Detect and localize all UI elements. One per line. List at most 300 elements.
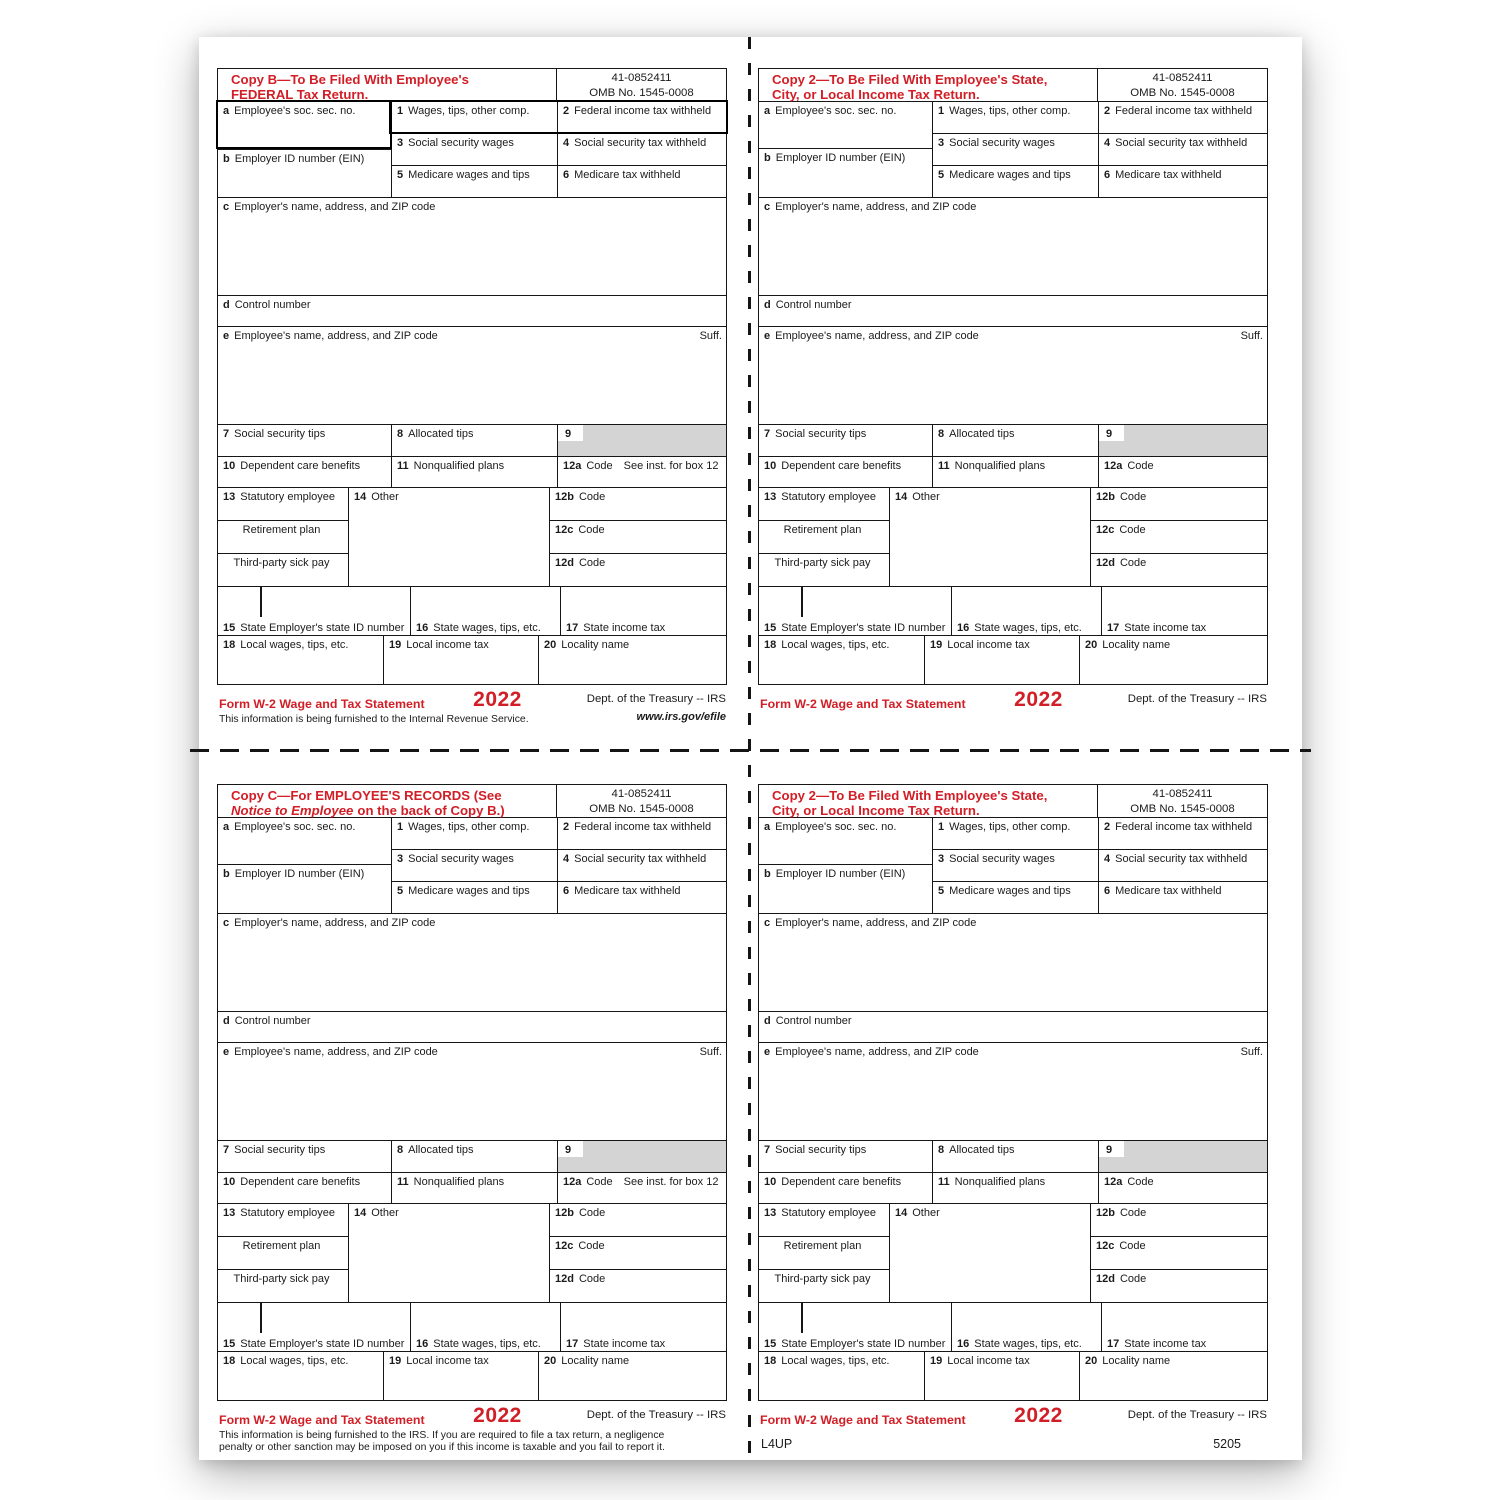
box-label: Employer's name, address, and ZIP code: [775, 200, 977, 213]
box-9-shading: [1099, 1141, 1267, 1172]
suffix-label: Suff.: [1240, 1045, 1263, 1058]
box-label: Nonqualified plans: [413, 459, 505, 472]
box-13-statutory: 13 Statutory employee: [218, 1204, 348, 1237]
box-label: See inst. for box 12: [623, 1175, 719, 1188]
box-label: Federal income tax withheld: [1115, 820, 1253, 833]
box-15: 15 State Employer's state ID number: [759, 587, 951, 635]
box-label: Other: [371, 490, 399, 503]
box-label: Allocated tips: [949, 1143, 1015, 1156]
box-7: 7 Social security tips: [223, 427, 326, 440]
tax-year: 2022: [473, 1404, 522, 1427]
box-label: Employee's name, address, and ZIP code: [775, 1045, 979, 1058]
box-18: 18 Local wages, tips, etc.: [223, 1354, 349, 1367]
box-6: 6 Medicare tax withheld: [1104, 168, 1222, 181]
box-9: [557, 1141, 726, 1172]
box-label: Federal income tax withheld: [1115, 104, 1253, 117]
copy-title-line2: on the back of Copy B.): [357, 803, 505, 819]
box-12d: 12d Code: [1096, 1272, 1147, 1285]
box-label: Social security tips: [234, 427, 326, 440]
box-label: Employer's name, address, and ZIP code: [775, 916, 977, 929]
box-20: 20 Locality name: [1079, 1352, 1267, 1400]
box-9-shading: [558, 1141, 726, 1172]
box-label: Employee's soc. sec. no.: [234, 820, 356, 833]
box-2: 2 Federal income tax withheld: [558, 102, 726, 134]
suffix-label: Suff.: [699, 1045, 722, 1058]
box-e: e Employee's name, address, and ZIP code Suff.: [759, 327, 1267, 425]
box-label: Social security wages: [949, 852, 1055, 865]
form-copy-c: [217, 784, 727, 1462]
box-8: 8 Allocated tips: [932, 1141, 1098, 1172]
copy-title-line1: Copy 2—To Be Filed With Employee's State,: [772, 788, 1048, 803]
box-label: Third-party sick pay: [233, 1272, 330, 1285]
box-e: e Employee's name, address, and ZIP code Suff.: [759, 1043, 1267, 1141]
boxes-7-8-9: [759, 1141, 1267, 1173]
box-3: 3 Social security wages: [933, 850, 1098, 882]
form-header: [759, 785, 1267, 818]
box-13-sickpay: [759, 554, 889, 584]
box-4: 4 Social security tax withheld: [1099, 134, 1267, 166]
box-label: Locality name: [1102, 638, 1171, 651]
box-label: Code: [586, 1175, 613, 1188]
box-label: Social security wages: [408, 852, 514, 865]
boxes-a-to-6: [218, 102, 726, 198]
box-11: 11 Nonqualified plans: [932, 1173, 1098, 1203]
box-16: 16 State wages, tips, etc.: [410, 587, 560, 635]
box-label: Code: [578, 490, 606, 503]
box-label: Nonqualified plans: [954, 1175, 1046, 1188]
box-c: c Employer's name, address, and ZIP code: [759, 914, 1267, 1012]
box-label: State Employer's state ID number: [781, 1337, 946, 1350]
boxes-a-to-6: [759, 818, 1267, 914]
box-7: 7 Social security tips: [764, 1143, 867, 1156]
ein-number: 41-0852411: [611, 788, 672, 800]
box-8: 8 Allocated tips: [391, 425, 557, 456]
copy-title-italic: Notice to Employee: [231, 803, 354, 819]
box-11: 11 Nonqualified plans: [391, 457, 557, 487]
boxes-15-16-17: [218, 587, 726, 636]
box-label: Employer ID number (EIN): [234, 152, 365, 165]
treasury-label: Dept. of the Treasury -- IRS: [586, 1409, 726, 1421]
form-footer: [217, 1404, 727, 1462]
box-label: Wages, tips, other comp.: [949, 820, 1071, 833]
copy-title: [759, 785, 1097, 817]
box-label: See inst. for box 12: [623, 459, 719, 472]
box-label: Local wages, tips, etc.: [781, 638, 890, 651]
box-9-shading: [1099, 425, 1267, 456]
box-12c: 12c Code: [1091, 1237, 1267, 1270]
box-label: Code: [1119, 1206, 1147, 1219]
box-label: Allocated tips: [408, 1143, 474, 1156]
box-12a: 12a Code: [1098, 1173, 1267, 1203]
box-label: Control number: [234, 298, 311, 311]
box-7: 7 Social security tips: [764, 427, 867, 440]
header-ids: [556, 69, 726, 101]
box-12c: 12c Code: [550, 521, 726, 554]
box-11: 11 Nonqualified plans: [932, 457, 1098, 487]
box-label: Medicare tax withheld: [1115, 884, 1222, 897]
box-label: Third-party sick pay: [233, 556, 330, 569]
box-label: Medicare tax withheld: [574, 168, 681, 181]
box-10: 10 Dependent care benefits: [223, 1175, 361, 1188]
copy-title-line1: Copy 2—To Be Filed With Employee's State,: [772, 72, 1048, 87]
box-label: Code: [578, 556, 606, 569]
box-label: Local income tax: [947, 1354, 1030, 1367]
box-4: 4 Social security tax withheld: [558, 850, 726, 882]
box-13-statutory: 13 Statutory employee: [218, 488, 348, 521]
box-12c: 12c Code: [1091, 521, 1267, 554]
box-label: Code: [1119, 556, 1147, 569]
box-16: 16 State wages, tips, etc.: [951, 1303, 1101, 1351]
boxes-10-11-12a: [218, 457, 726, 488]
box-label: Wages, tips, other comp.: [408, 820, 530, 833]
boxes-10-11-12a: [759, 1173, 1267, 1204]
box-label: State income tax: [1124, 621, 1207, 634]
box-label: Employer's name, address, and ZIP code: [234, 200, 436, 213]
box-9: [1098, 1141, 1267, 1172]
box-label: Social security wages: [408, 136, 514, 149]
copy-title-line2: City, or Local Income Tax Return.: [772, 803, 980, 819]
box-12b: 12b Code: [550, 488, 726, 521]
box-label: Control number: [234, 1014, 311, 1027]
form-header: [218, 69, 726, 102]
form-name: Form W-2 Wage and Tax Statement: [760, 1413, 966, 1427]
box-label: Employee's soc. sec. no.: [775, 820, 897, 833]
form-copy-b: [217, 68, 727, 746]
box-14: 14 Other: [889, 1204, 1090, 1302]
box-e: e Employee's name, address, and ZIP code Suff.: [218, 327, 726, 425]
box-17: 17 State income tax: [1101, 587, 1267, 635]
box-label: Medicare wages and tips: [408, 884, 530, 897]
boxes-18-19-20: [759, 636, 1267, 684]
box-label: Local income tax: [947, 638, 1030, 651]
box-label: Employee's name, address, and ZIP code: [234, 1045, 438, 1058]
horizontal-perforation-dashes: [190, 749, 1311, 752]
box-d: d Control number: [218, 1012, 726, 1043]
state-divider: [801, 1303, 803, 1333]
form-copy-2-top: [758, 68, 1268, 746]
box-label: Third-party sick pay: [774, 1272, 871, 1285]
box-label: Other: [912, 1206, 940, 1219]
copy-title-line2: City, or Local Income Tax Return.: [772, 87, 980, 103]
box-a: a Employee's soc. sec. no.: [223, 104, 356, 117]
box-label: Code: [1119, 490, 1147, 503]
box-10: 10 Dependent care benefits: [223, 459, 361, 472]
box-12a: 12a Code See inst. for box 12: [557, 1173, 726, 1203]
boxes-13-14-12bcd: [218, 1204, 726, 1303]
box-label: Employee's name, address, and ZIP code: [234, 329, 438, 342]
box-label: Federal income tax withheld: [574, 104, 712, 117]
box-13-retirement: [218, 521, 348, 554]
copy-title-line2: FEDERAL Tax Return.: [231, 87, 369, 103]
box-label: Wages, tips, other comp.: [408, 104, 530, 117]
boxes-15-16-17: [218, 1303, 726, 1352]
tax-year: 2022: [1014, 688, 1063, 711]
box-14: 14 Other: [889, 488, 1090, 586]
box-13-retirement: [218, 1237, 348, 1270]
suffix-label: Suff.: [699, 329, 722, 342]
boxes-18-19-20: [218, 1352, 726, 1400]
copy-title: [218, 69, 556, 101]
omb-number: OMB No. 1545-0008: [1130, 802, 1235, 815]
box-label: State Employer's state ID number: [240, 621, 405, 634]
box-label: Retirement plan: [242, 523, 321, 536]
box-10: 10 Dependent care benefits: [764, 1175, 902, 1188]
box-label: Wages, tips, other comp.: [949, 104, 1071, 117]
box-label: Employer ID number (EIN): [775, 151, 906, 164]
box-label: State income tax: [1124, 1337, 1207, 1350]
box-label: Code: [1119, 523, 1146, 536]
box-label: Social security tax withheld: [1115, 852, 1248, 865]
box-12a: 12a Code: [1098, 457, 1267, 487]
fine-print: This information is being furnished to the IRS. If you are required to file a tax return, a negligence penalty or other sanction may be imposed on you if this income is taxable and you fail to report it.: [219, 1430, 665, 1453]
box-13-statutory: 13 Statutory employee: [759, 488, 889, 521]
box-label: Federal income tax withheld: [574, 820, 712, 833]
box-9: [557, 425, 726, 456]
tax-year: 2022: [473, 688, 522, 711]
boxes-7-8-9: [218, 1141, 726, 1173]
box-label: Locality name: [561, 1354, 630, 1367]
form-name: Form W-2 Wage and Tax Statement: [219, 697, 425, 711]
box-4: 4 Social security tax withheld: [1099, 850, 1267, 882]
form-stock-number: 5205: [1213, 1437, 1241, 1451]
box-label: State wages, tips, etc.: [974, 1337, 1082, 1350]
box-label: Code: [578, 1206, 606, 1219]
box-label: Statutory employee: [781, 490, 877, 503]
box-12b: 12b Code: [1091, 488, 1267, 521]
header-ids: [556, 785, 726, 817]
box-6: 6 Medicare tax withheld: [563, 884, 681, 897]
box-16: 16 State wages, tips, etc.: [951, 587, 1101, 635]
box-a: a Employee's soc. sec. no.: [218, 818, 391, 865]
boxes-18-19-20: [218, 636, 726, 684]
form-name: Form W-2 Wage and Tax Statement: [760, 697, 966, 711]
box-1: 1 Wages, tips, other comp.: [392, 818, 557, 850]
state-divider: [260, 587, 262, 617]
box-15: 15 State Employer's state ID number: [759, 1303, 951, 1351]
layout-code: L4UP: [761, 1437, 793, 1451]
box-a: a Employee's soc. sec. no.: [759, 102, 932, 149]
box-label: Medicare wages and tips: [408, 168, 530, 181]
form-name: Form W-2 Wage and Tax Statement: [219, 1413, 425, 1427]
box-4: 4 Social security tax withheld: [558, 134, 726, 166]
box-10: 10 Dependent care benefits: [764, 459, 902, 472]
form-header: [218, 785, 726, 818]
box-3: 3 Social security wages: [392, 850, 557, 882]
box-19: 19 Local income tax: [924, 1352, 1079, 1400]
boxes-a-to-6: [759, 102, 1267, 198]
box-19: 19 Local income tax: [383, 1352, 538, 1400]
treasury-label: Dept. of the Treasury -- IRS: [586, 693, 726, 705]
box-5: 5 Medicare wages and tips: [397, 168, 530, 181]
box-label: Dependent care benefits: [781, 1175, 902, 1188]
efile-url: www.irs.gov/efile: [636, 711, 726, 723]
box-18: 18 Local wages, tips, etc.: [764, 1354, 890, 1367]
box-1: 1 Wages, tips, other comp.: [392, 102, 557, 134]
box-e: e Employee's name, address, and ZIP code Suff.: [218, 1043, 726, 1141]
copy-title-line1: Copy B—To Be Filed With Employee's: [231, 72, 469, 87]
box-label: Medicare tax withheld: [574, 884, 681, 897]
boxes-13-14-12bcd: [218, 488, 726, 587]
box-label: State income tax: [583, 621, 666, 634]
box-label: Code: [1127, 459, 1154, 472]
box-label: Statutory employee: [240, 1206, 336, 1219]
box-label: State Employer's state ID number: [781, 621, 946, 634]
box-2: 2 Federal income tax withheld: [1099, 102, 1267, 134]
box-13-sickpay: [218, 1270, 348, 1300]
box-label: Employee's name, address, and ZIP code: [775, 329, 979, 342]
box-17: 17 State income tax: [560, 1303, 726, 1351]
state-divider: [801, 587, 803, 617]
box-b: b Employer ID number (EIN): [218, 149, 391, 198]
box-label: Dependent care benefits: [240, 1175, 361, 1188]
box-6: 6 Medicare tax withheld: [563, 168, 681, 181]
box-5: 5 Medicare wages and tips: [397, 884, 530, 897]
box-15: 15 State Employer's state ID number: [218, 587, 410, 635]
box-9-shading: [558, 425, 726, 456]
form-grid: [758, 784, 1268, 1401]
box-7: 7 Social security tips: [223, 1143, 326, 1156]
box-15: 15 State Employer's state ID number: [218, 1303, 410, 1351]
box-label: Social security tax withheld: [574, 852, 707, 865]
box-label: Employer's name, address, and ZIP code: [234, 916, 436, 929]
box-label: Allocated tips: [949, 427, 1015, 440]
box-label: Social security tips: [775, 1143, 867, 1156]
box-20: 20 Locality name: [538, 1352, 726, 1400]
box-label: State wages, tips, etc.: [433, 621, 541, 634]
form-footer: [758, 1404, 1268, 1462]
box-label: Medicare wages and tips: [949, 168, 1071, 181]
suffix-label: Suff.: [1240, 329, 1263, 342]
form-footer: [758, 688, 1268, 746]
boxes-13-14-12bcd: [759, 1204, 1267, 1303]
box-label: State wages, tips, etc.: [433, 1337, 541, 1350]
box-label: Local wages, tips, etc.: [240, 1354, 349, 1367]
w2-4up-sheet: [199, 37, 1302, 1460]
box-label: Code: [586, 459, 613, 472]
box-13-retirement: [759, 521, 889, 554]
box-label: Locality name: [561, 638, 630, 651]
box-c: c Employer's name, address, and ZIP code: [759, 198, 1267, 296]
box-label: Nonqualified plans: [413, 1175, 505, 1188]
box-label: Code: [578, 1239, 605, 1252]
copy-title: [218, 785, 556, 817]
box-label: State Employer's state ID number: [240, 1337, 405, 1350]
form-header: [759, 69, 1267, 102]
omb-number: OMB No. 1545-0008: [1130, 86, 1235, 99]
box-8: 8 Allocated tips: [391, 1141, 557, 1172]
box-d: d Control number: [759, 1012, 1267, 1043]
box-17: 17 State income tax: [1101, 1303, 1267, 1351]
box-label: Social security tips: [775, 427, 867, 440]
box-label: Control number: [775, 298, 852, 311]
header-ids: [1097, 69, 1267, 101]
box-12b: 12b Code: [1091, 1204, 1267, 1237]
box-13-sickpay: [759, 1270, 889, 1300]
box-a: a Employee's soc. sec. no.: [759, 818, 932, 865]
box-label: Code: [1119, 1239, 1146, 1252]
fine-print: This information is being furnished to the Internal Revenue Service.: [219, 714, 529, 725]
boxes-7-8-9: [218, 425, 726, 457]
box-label: Code: [578, 1272, 606, 1285]
box-label: Code: [1119, 1272, 1147, 1285]
box-label: Medicare wages and tips: [949, 884, 1071, 897]
tax-year: 2022: [1014, 1404, 1063, 1427]
box-b: b Employer ID number (EIN): [764, 151, 906, 164]
box-1: 1 Wages, tips, other comp.: [933, 102, 1098, 134]
boxes-10-11-12a: [759, 457, 1267, 488]
boxes-15-16-17: [759, 1303, 1267, 1352]
box-label: Locality name: [1102, 1354, 1171, 1367]
box-label: Other: [371, 1206, 399, 1219]
box-9-label: 9: [1099, 1141, 1124, 1157]
form-copy-2-bottom: [758, 784, 1268, 1462]
form-grid: [758, 68, 1268, 685]
box-label: Code: [1127, 1175, 1154, 1188]
ein-number: 41-0852411: [1152, 788, 1213, 800]
box-label: State income tax: [583, 1337, 666, 1350]
box-label: Local income tax: [406, 638, 489, 651]
box-19: 19 Local income tax: [383, 636, 538, 684]
box-label: Social security tips: [234, 1143, 326, 1156]
box-1: 1 Wages, tips, other comp.: [933, 818, 1098, 850]
box-14: 14 Other: [348, 1204, 549, 1302]
box-9-label: 9: [1099, 425, 1124, 441]
ein-number: 41-0852411: [1152, 72, 1213, 84]
form-grid: [217, 68, 727, 685]
box-12b: 12b Code: [550, 1204, 726, 1237]
box-label: Statutory employee: [240, 490, 336, 503]
box-9-label: 9: [558, 1141, 583, 1157]
box-19: 19 Local income tax: [924, 636, 1079, 684]
box-label: Other: [912, 490, 940, 503]
box-17: 17 State income tax: [560, 587, 726, 635]
box-label: Control number: [775, 1014, 852, 1027]
omb-number: OMB No. 1545-0008: [589, 802, 694, 815]
box-16: 16 State wages, tips, etc.: [410, 1303, 560, 1351]
box-label: Statutory employee: [781, 1206, 877, 1219]
box-9-label: 9: [558, 425, 583, 441]
box-12d: 12d Code: [555, 1272, 606, 1285]
box-b: b Employer ID number (EIN): [764, 867, 906, 880]
box-label: Social security tax withheld: [574, 136, 707, 149]
box-label: Local wages, tips, etc.: [240, 638, 349, 651]
box-d: d Control number: [759, 296, 1267, 327]
box-label: Retirement plan: [783, 523, 862, 536]
box-14: 14 Other: [348, 488, 549, 586]
box-label: Allocated tips: [408, 427, 474, 440]
box-11: 11 Nonqualified plans: [391, 1173, 557, 1203]
ein-number: 41-0852411: [611, 72, 672, 84]
box-label: Medicare tax withheld: [1115, 168, 1222, 181]
treasury-label: Dept. of the Treasury -- IRS: [1127, 693, 1267, 705]
box-d: d Control number: [218, 296, 726, 327]
omb-number: OMB No. 1545-0008: [589, 86, 694, 99]
box-9: [1098, 425, 1267, 456]
box-label: State wages, tips, etc.: [974, 621, 1082, 634]
box-2: 2 Federal income tax withheld: [558, 818, 726, 850]
box-12d: 12d Code: [1096, 556, 1147, 569]
header-ids: [1097, 785, 1267, 817]
box-3: 3 Social security wages: [392, 134, 557, 166]
box-label: Code: [578, 523, 605, 536]
boxes-13-14-12bcd: [759, 488, 1267, 587]
box-5: 5 Medicare wages and tips: [938, 884, 1071, 897]
box-label: Employee's soc. sec. no.: [234, 104, 356, 117]
box-3: 3 Social security wages: [933, 134, 1098, 166]
box-label: Retirement plan: [783, 1239, 862, 1252]
box-c: c Employer's name, address, and ZIP code: [218, 198, 726, 296]
boxes-18-19-20: [759, 1352, 1267, 1400]
